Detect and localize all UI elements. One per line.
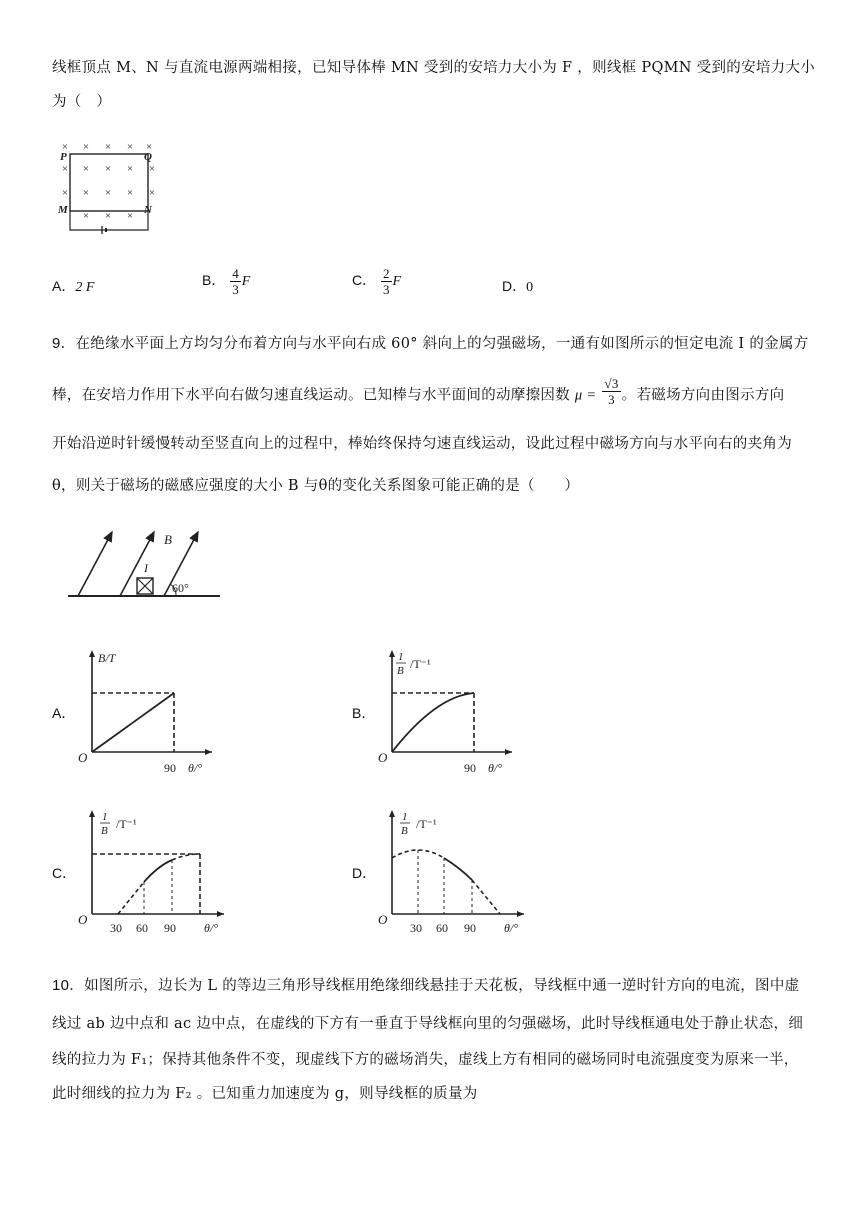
label-b: B bbox=[164, 532, 172, 547]
graph-a-origin: O bbox=[78, 750, 88, 765]
svg-text:×: × bbox=[82, 187, 90, 199]
graph-c-ylabel-den: B bbox=[101, 825, 108, 837]
q9-figure-magnetic-field bbox=[64, 522, 234, 606]
q8-option-c[interactable]: C． $\frac{2}{3}$ F bbox=[352, 266, 402, 297]
graph-d-ylabel-unit: /T⁻¹ bbox=[416, 817, 437, 831]
svg-text:×: × bbox=[61, 187, 69, 199]
q9-graph-d bbox=[374, 806, 534, 938]
q9-graph-c bbox=[74, 806, 234, 938]
q9-option-d[interactable]: D． bbox=[352, 865, 377, 881]
graph-c-ylabel-num: 1 bbox=[102, 811, 108, 823]
svg-text:×: × bbox=[104, 141, 112, 153]
q8-option-b[interactable]: B． $\frac{4}{3}$ F bbox=[202, 266, 251, 297]
q9-text-line-3: 开始沿逆时针缓慢转动至竖直向上的过程中，棒始终保持匀速直线运动，设此过程中磁场方向与水平向右的夹角为 bbox=[52, 436, 792, 452]
graph-b-ylabel-unit: /T⁻¹ bbox=[410, 657, 431, 671]
label-p: P bbox=[60, 151, 67, 163]
q8-figure-wire-frame bbox=[56, 138, 166, 238]
q8-text-line-2: 为（ ） bbox=[52, 94, 112, 110]
svg-text:×: × bbox=[61, 141, 69, 153]
graph-c-tick-60: 60 bbox=[136, 921, 148, 935]
q9-text-line-2: 棒，在安培力作用下水平向右做匀速直线运动。已知棒与水平面间的动摩擦因数 μ = $\frac{√3}{3}$ 。若磁场方向由图示方向 bbox=[52, 376, 785, 407]
graph-d-xlabel: θ/° bbox=[504, 921, 519, 935]
q8-text-line-1: 线框顶点 M、N 与直流电源两端相接，已知导体棒 MN 受到的安培力大小为 F ，则线框 PQMN 受到的安培力大小 bbox=[52, 60, 816, 76]
graph-d-ylabel-den: B bbox=[401, 825, 408, 837]
q8-option-d[interactable]: D．0 bbox=[502, 278, 534, 295]
svg-text:×: × bbox=[82, 163, 90, 175]
graph-b-ylabel-den: B bbox=[397, 665, 404, 677]
svg-text:×: × bbox=[104, 187, 112, 199]
graph-b-tick-90: 90 bbox=[464, 761, 476, 775]
svg-text:×: × bbox=[82, 141, 90, 153]
q9-text-line-4: θ，则关于磁场的磁感应强度的大小 B 与θ的变化关系图象可能正确的是（ ） bbox=[52, 478, 580, 494]
svg-text:×: × bbox=[148, 187, 156, 199]
svg-text:×: × bbox=[82, 210, 90, 222]
graph-c-tick-30: 30 bbox=[110, 921, 122, 935]
graph-a-xlabel: θ/° bbox=[188, 761, 203, 775]
svg-text:×: × bbox=[126, 187, 134, 199]
graph-c-origin: O bbox=[78, 912, 88, 927]
q10-text-line-4: 此时细线的拉力为 F₂ 。已知重力加速度为 g，则导线框的质量为 bbox=[52, 1086, 478, 1102]
graph-a-tick-90: 90 bbox=[164, 761, 176, 775]
q8-option-a[interactable]: A．2 F bbox=[52, 278, 95, 295]
q9-text-line-1: 9．在绝缘水平面上方均匀分布着方向与水平向右成 60° 斜向上的匀强磁场，一通有如图所示的恒定电流 I 的金属方 bbox=[52, 335, 809, 352]
graph-d-origin: O bbox=[378, 912, 388, 927]
graph-b-xlabel: θ/° bbox=[488, 761, 503, 775]
q10-text-line-2: 线过 ab 边中点和 ac 边中点，在虚线的下方有一垂直于导线框向里的匀强磁场，此时导线框通电处于静止状态，细 bbox=[52, 1016, 804, 1032]
label-q: Q bbox=[144, 151, 152, 163]
q9-option-c[interactable]: C． bbox=[52, 865, 77, 881]
graph-d-ylabel-num: 1 bbox=[402, 811, 408, 823]
q9-option-b[interactable]: B． bbox=[352, 705, 376, 721]
svg-text:×: × bbox=[126, 141, 134, 153]
label-i: I bbox=[144, 561, 148, 575]
q10-text-line-1: 10．如图所示，边长为 L 的等边三角形导线框用绝缘细线悬挂于天花板，导线框中通一逆时针方向的电流，图中虚 bbox=[52, 977, 800, 994]
q9-option-a[interactable]: A． bbox=[52, 705, 76, 721]
graph-c-ylabel-unit: /T⁻¹ bbox=[116, 817, 137, 831]
svg-text:×: × bbox=[104, 210, 112, 222]
graph-c-tick-90: 90 bbox=[164, 921, 176, 935]
graph-b-ylabel-num: 1 bbox=[398, 651, 404, 663]
label-m: M bbox=[58, 204, 68, 216]
svg-text:×: × bbox=[145, 141, 153, 153]
graph-d-tick-90: 90 bbox=[464, 921, 476, 935]
svg-text:×: × bbox=[61, 163, 69, 175]
graph-d-tick-60: 60 bbox=[436, 921, 448, 935]
label-n: N bbox=[144, 204, 152, 216]
angle-label: 60° bbox=[172, 581, 189, 595]
svg-text:×: × bbox=[148, 163, 156, 175]
graph-a-ylabel: B/T bbox=[98, 651, 116, 665]
svg-text:×: × bbox=[126, 163, 134, 175]
graph-b-origin: O bbox=[378, 750, 388, 765]
q10-text-line-3: 线的拉力为 F₁；保持其他条件不变，现虚线下方的磁场消失，虚线上方有相同的磁场同时电流强度变为原来一半， bbox=[52, 1052, 799, 1068]
graph-c-xlabel: θ/° bbox=[204, 921, 219, 935]
graph-d-tick-30: 30 bbox=[410, 921, 422, 935]
q9-graph-b bbox=[374, 648, 524, 778]
svg-text:×: × bbox=[126, 210, 134, 222]
q9-graph-a bbox=[74, 648, 224, 778]
svg-text:×: × bbox=[104, 163, 112, 175]
